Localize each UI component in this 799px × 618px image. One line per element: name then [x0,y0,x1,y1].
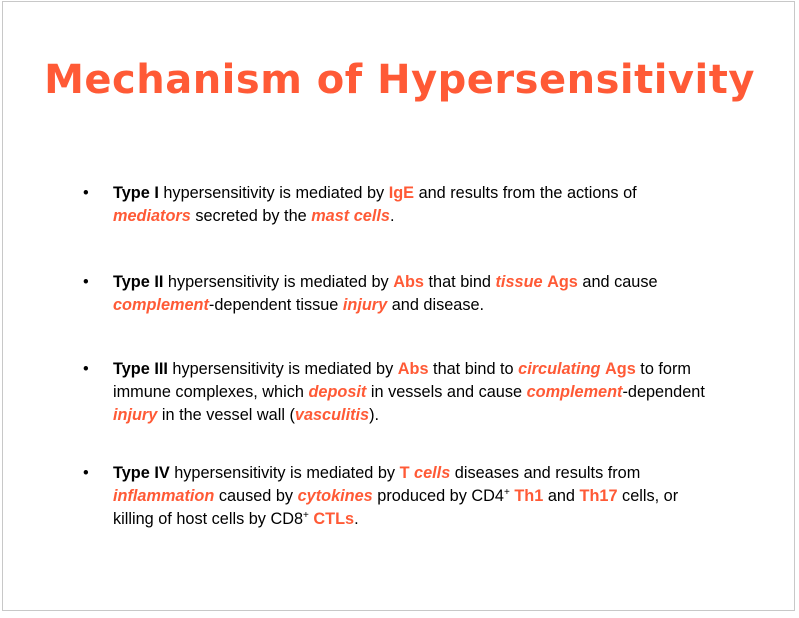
text: diseases and results from [450,464,641,482]
highlight: mast cells [311,207,390,225]
highlight: injury [113,406,158,424]
superscript: + [503,487,510,498]
text: that bind [424,273,496,291]
text: secreted by the [190,207,312,225]
text: hypersensitivity is mediated by [158,184,389,202]
highlight: Th1 [514,487,544,505]
text: produced by CD4 [372,487,504,505]
bullet-dot: • [83,464,89,482]
text: in vessels and cause [366,383,527,401]
text: and [543,487,580,505]
highlight: cells [414,464,451,482]
highlight: Ags [547,273,578,291]
type-label: Type I [113,184,159,202]
bullet-text [113,462,713,531]
highlight: cytokines [297,487,373,505]
highlight: deposit [308,383,367,401]
highlight: complement [526,383,623,401]
text: hypersensitivity is mediated by [169,464,400,482]
type-label: Type III [113,360,168,378]
type-label: Type II [113,273,164,291]
text: in the vessel wall ( [157,406,295,424]
highlight: Abs [397,360,429,378]
text: and results from the actions of [414,184,637,202]
text: -dependent [622,383,705,401]
type-label: Type IV [113,464,170,482]
bullet-text [113,182,713,228]
bullet-text [113,271,713,317]
text: hypersensitivity is mediated by [163,273,394,291]
highlight: tissue [495,273,543,291]
text: . [354,510,359,528]
text: cells, or killing of host cells by CD8 [113,487,679,528]
highlight: circulating [518,360,601,378]
text: and disease. [387,296,485,314]
highlight: CTLs [313,510,355,528]
text: ). [369,406,380,424]
bullet-text [113,358,713,427]
highlight: IgE [388,184,415,202]
bullet-dot: • [83,360,89,378]
text: to form immune complexes, which [113,360,691,401]
slide [2,1,795,611]
highlight: complement [113,296,209,314]
text: hypersensitivity is mediated by [167,360,398,378]
highlight: Abs [393,273,424,291]
slide-title: Mechanism of Hypersensitivity [44,57,755,103]
highlight: inflammation [113,487,215,505]
bullet-dot: • [83,273,89,291]
text: . [389,207,395,225]
highlight: mediators [113,207,191,225]
superscript: + [303,510,309,521]
text: that bind to [428,360,519,378]
bullet-dot: • [83,184,89,202]
text: caused by [214,487,298,505]
highlight: Th17 [579,487,618,505]
highlight: T [399,464,410,482]
text: -dependent tissue [208,296,343,314]
text: and cause [577,273,658,291]
highlight: Ags [605,360,636,378]
highlight: vasculitis [294,406,370,424]
highlight: injury [342,296,388,314]
